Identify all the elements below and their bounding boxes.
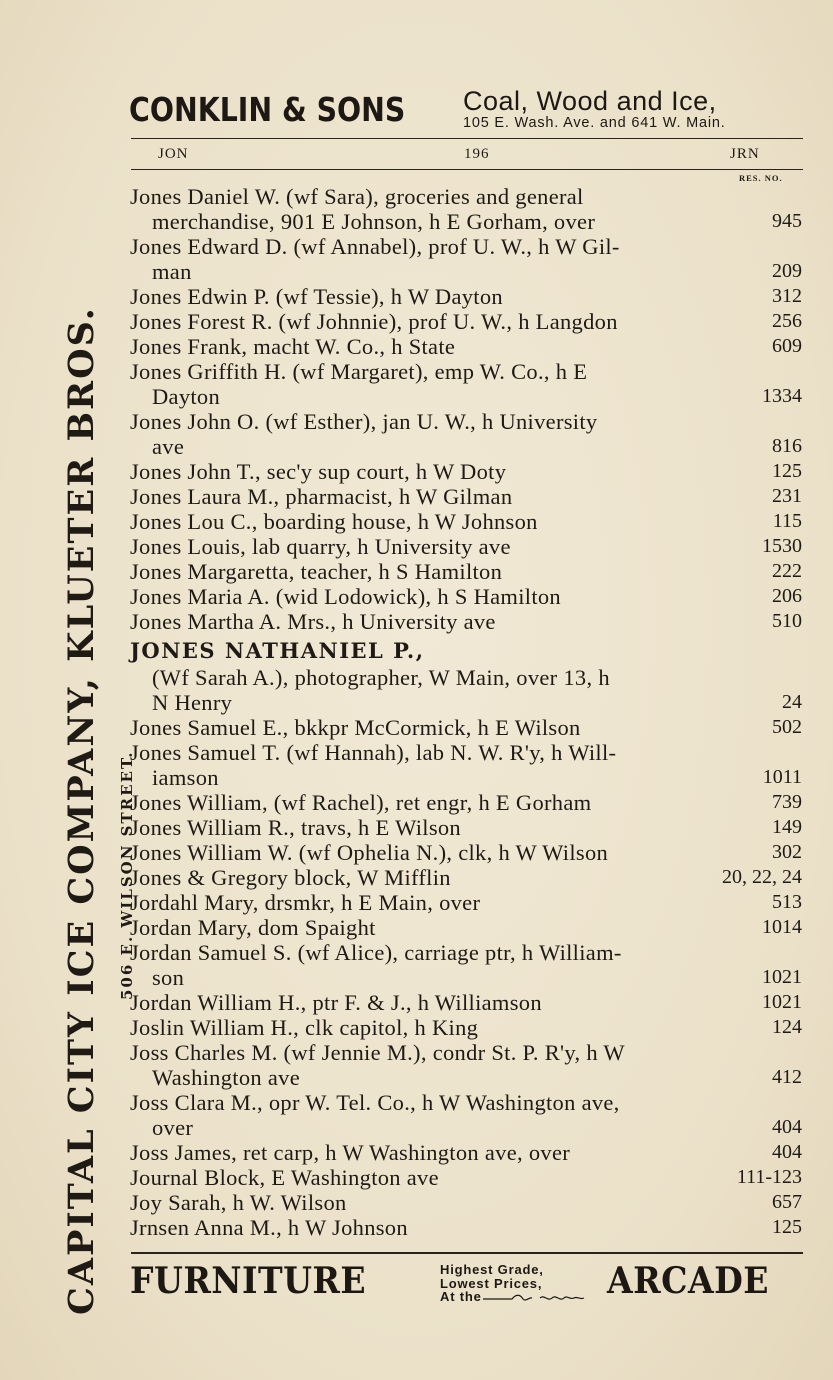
entry-residence-number: 404 [772,1116,802,1138]
directory-entry-line [130,715,802,740]
entry-residence-number: 222 [772,560,802,582]
directory-entry-line [130,915,802,940]
footer-advertisement [130,1260,804,1308]
directory-entry-line [130,740,802,765]
entry-residence-number: 412 [772,1066,802,1088]
directory-entry-line [130,1040,802,1065]
directory-entry-line [130,434,802,459]
footer-ad-tagline [440,1263,586,1304]
directory-entry-line [130,815,802,840]
entry-text: Joss Charles M. (wf Jennie M.), condr St. P. R'y, h W [130,1040,625,1065]
footer-ad-line2: Lowest Prices, [440,1275,543,1291]
entry-text: N Henry [152,690,233,715]
directory-entry-line [130,409,802,434]
header-advertisement [129,84,804,134]
side-ad-street: 506 E. WILSON STREET. [118,750,136,1000]
entry-residence-number: 1530 [762,535,802,557]
entry-text: Jones William W. (wf Ophelia N.), clk, h W Wilson [130,840,609,865]
footer-rule [131,1252,803,1254]
entry-residence-number: 945 [772,210,802,232]
entry-text: Jones Edwin P. (wf Tessie), h W Dayton [130,284,503,309]
directory-entry-line [130,534,802,559]
directory-entry-line [130,765,802,790]
directory-entry-line [130,459,802,484]
directory-entry-line [130,484,802,509]
entry-text: Jones Frank, macht W. Co., h State [130,334,456,359]
entry-residence-number: 125 [772,1216,802,1238]
entry-residence-number: 502 [772,716,802,738]
entry-text: Jordan Samuel S. (wf Alice), carriage ptr, h William- [130,940,622,965]
directory-entry-line [130,1065,802,1090]
page-number: 196 [464,146,490,162]
directory-entry-line [130,840,802,865]
entry-text: Jones & Gregory block, W Mifflin [130,865,451,890]
directory-entry-line [130,865,802,890]
entry-residence-number: 1334 [762,385,802,407]
entry-residence-number: 513 [772,891,802,913]
entry-residence-number: 1011 [762,766,802,788]
directory-entry-line [130,509,802,534]
entry-text: (Wf Sarah A.), photographer, W Main, over 13, h [152,665,610,690]
entry-text: Jrnsen Anna M., h W Johnson [130,1215,408,1240]
entry-text: Jones Lou C., boarding house, h W Johnson [130,509,538,534]
directory-entry-line [130,965,802,990]
entry-text: Jones John O. (wf Esther), jan U. W., h University [130,409,598,434]
entry-residence-number: 125 [772,460,802,482]
header-rule-top [131,138,803,139]
directory-entries [130,184,802,1240]
directory-entry-line [130,184,802,209]
directory-entry-line [130,1215,802,1240]
entry-text: Jones Daniel W. (wf Sara), groceries and general [130,184,584,209]
directory-entry-line [130,1165,802,1190]
footer-ad-line3-row [440,1290,586,1304]
entry-text: Jones Forest R. (wf Johnnie), prof U. W., h Langdon [130,309,618,334]
directory-entry-line [130,609,802,634]
entry-text: Jones Samuel T. (wf Hannah), lab N. W. R'y, h Will- [130,740,617,765]
directory-entry-line [130,209,802,234]
entry-text: Jones Louis, lab quarry, h University ave [130,534,511,559]
entry-text: Jones William R., travs, h E Wilson [130,815,461,840]
entry-text: JONES NATHANIEL P., [130,638,425,663]
entry-residence-number: 124 [772,1016,802,1038]
directory-entry-line [130,665,802,690]
header-ad-address: 105 E. Wash. Ave. and 641 W. Main. [463,115,726,131]
entry-residence-number: 510 [772,610,802,632]
directory-entry-line [130,690,802,715]
entry-residence-number: 20, 22, 24 [722,866,802,888]
entry-text: Jones Margaretta, teacher, h S Hamilton [130,559,503,584]
directory-entry-line [130,559,802,584]
entry-residence-number: 816 [772,435,802,457]
entry-residence-number: 657 [772,1191,802,1213]
directory-entry-line [130,334,802,359]
entry-text: Joslin William H., clk capitol, h King [130,1015,479,1040]
entry-residence-number: 256 [772,310,802,332]
entry-residence-number: 206 [772,585,802,607]
header-rule-bottom [131,169,803,170]
directory-entry-line [130,309,802,334]
entry-text: Jones William, (wf Rachel), ret engr, h E Gorham [130,790,592,815]
footer-ad-line1: Highest Grade, [440,1262,544,1277]
entry-residence-number: 312 [772,285,802,307]
entry-residence-number: 1014 [762,916,802,938]
entry-text: son [152,965,185,990]
flourish-ornament-icon [482,1294,586,1302]
entry-residence-number: 209 [772,260,802,282]
footer-ad-left: FURNITURE [130,1260,367,1302]
header-ad-goods: Coal, Wood and Ice, [463,86,717,116]
entry-residence-number: 302 [772,841,802,863]
res-no-label: RES. NO. [739,173,783,183]
directory-entry-line [130,1190,802,1215]
entry-text: merchandise, 901 E Johnson, h E Gorham, over [152,209,596,234]
entry-text: Jordan William H., ptr F. & J., h Williamson [130,990,542,1015]
entry-residence-number: 609 [772,335,802,357]
entry-text: Jordahl Mary, drsmkr, h E Main, over [130,890,481,915]
entry-text: Jones Maria A. (wid Lodowick), h S Hamilton [130,584,561,609]
footer-ad-line3: At the [440,1289,482,1304]
entry-text: Jones Martha A. Mrs., h University ave [130,609,496,634]
directory-entry-line [130,584,802,609]
running-head-right: JRN [730,146,760,162]
directory-entry-line [130,384,802,409]
directory-entry-line [130,1140,802,1165]
side-advertisement [60,306,104,1315]
running-head-left: JON [158,146,189,162]
entry-text: Joy Sarah, h W. Wilson [130,1190,347,1215]
directory-entry-line [130,259,802,284]
directory-entry-line [130,940,802,965]
entry-residence-number: 149 [772,816,802,838]
directory-entry-line [130,284,802,309]
header-ad-firm: CONKLIN & SONS [129,90,406,129]
entry-text: Jones Edward D. (wf Annabel), prof U. W., h W Gil- [130,234,620,259]
directory-entry-line [130,234,802,259]
entry-text: Joss James, ret carp, h W Washington ave, over [130,1140,571,1165]
side-ad-main: CAPITAL CITY ICE COMPANY, KLUETER BROS. [61,306,102,1315]
entry-text: Jones Samuel E., bkkpr McCormick, h E Wilson [130,715,581,740]
entry-text: Jordan Mary, dom Spaight [130,915,376,940]
entry-text: Joss Clara M., opr W. Tel. Co., h W Washington ave, [130,1090,620,1115]
directory-entry-line [130,1115,802,1140]
entry-text: Journal Block, E Washington ave [130,1165,439,1190]
entry-residence-number: 231 [772,485,802,507]
directory-entry-line [130,1090,802,1115]
directory-entry-line [130,990,802,1015]
entry-text: iamson [152,765,219,790]
footer-ad-right: ARCADE [607,1260,770,1302]
entry-text: man [152,259,192,284]
entry-text: Dayton [152,384,221,409]
entry-residence-number: 115 [772,510,802,532]
entry-text: Jones Laura M., pharmacist, h W Gilman [130,484,513,509]
entry-text: over [152,1115,194,1140]
entry-residence-number: 24 [782,691,802,713]
entry-residence-number: 111-123 [736,1166,802,1188]
directory-entry-line [130,890,802,915]
directory-entry-line [130,1015,802,1040]
directory-entry-line [130,790,802,815]
entry-text: Washington ave [152,1065,300,1090]
entry-text: Jones John T., sec'y sup court, h W Doty [130,459,507,484]
entry-residence-number: 1021 [762,966,802,988]
entry-text: Jones Griffith H. (wf Margaret), emp W. Co., h E [130,359,588,384]
entry-residence-number: 404 [772,1141,802,1163]
entry-residence-number: 1021 [762,991,802,1013]
directory-entry-line [130,359,802,384]
entry-text: ave [152,434,185,459]
entry-residence-number: 739 [772,791,802,813]
directory-entry-line [130,634,802,665]
